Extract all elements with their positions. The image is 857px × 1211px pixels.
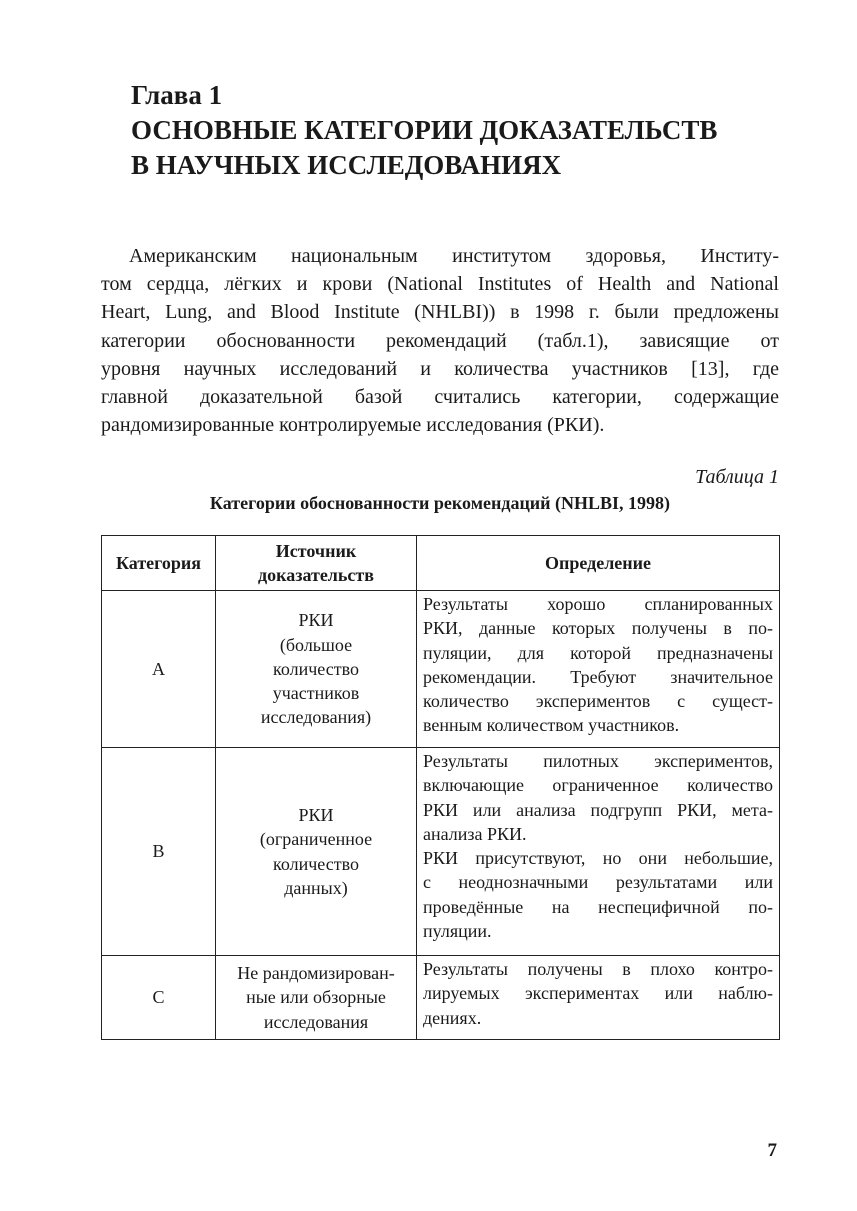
definition-line: лируемых экспериментах или наблю- (423, 983, 773, 1004)
definition-line: Результаты получены в плохо контро- (423, 959, 773, 979)
page-number: 7 (767, 1140, 777, 1161)
source-line: количество (273, 853, 359, 874)
source-line: Не рандомизирован- (237, 963, 395, 984)
paragraph-line: том сердца, лёгких и крови (National Institutes of Health and National (101, 273, 779, 296)
chapter-heading (131, 78, 791, 183)
definition-line: Результаты хорошо спланированных (423, 594, 773, 614)
paragraph-line: Американским национальным институтом здоровья, Институ- (129, 245, 779, 267)
chapter-title-line-2: В НАУЧНЫХ ИССЛЕДОВАНИЯХ (131, 150, 562, 180)
header-source (216, 536, 417, 591)
table-header-row (102, 536, 780, 591)
row-definition (417, 956, 780, 1040)
definition-line: пуляции, для которой предназначены (423, 642, 773, 663)
table-caption: Категории обоснованности рекомендаций (NHLBI, 1998) (209, 493, 671, 513)
definition-line: рекомендации. Требуют значительное (423, 666, 773, 687)
chapter-title-line-1: ОСНОВНЫЕ КАТЕГОРИИ ДОКАЗАТЕЛЬСТВ (131, 115, 718, 145)
source-line: исследования) (260, 707, 372, 728)
header-definition: Определение (417, 536, 780, 591)
table-row (102, 748, 780, 956)
intro-paragraph (101, 242, 779, 439)
paragraph-line: рандомизированные контролируемые исследования (РКИ). (101, 414, 605, 437)
source-line: РКИ (298, 804, 334, 825)
source-line: количество (273, 658, 359, 679)
header-source-line-1: Источник (275, 540, 357, 561)
definition-line: Результаты пилотных экспериментов, (423, 751, 773, 771)
definition-line: пуляции. (423, 921, 492, 942)
source-line: РКИ (298, 610, 334, 631)
definition-line: дениях. (423, 1007, 482, 1028)
row-source (216, 748, 417, 956)
paragraph-line: главной доказательной базой считались категории, содержащие (101, 386, 779, 409)
definition-line: РКИ или анализа подгрупп РКИ, мета- (423, 799, 773, 820)
definition-line: венным количеством участников. (423, 715, 680, 736)
table-label: Таблица 1 (695, 466, 779, 488)
definition-line: РКИ, данные которых получены в по- (423, 618, 773, 639)
header-category: Категория (102, 536, 216, 591)
definition-line: с неоднозначными результатами или (423, 872, 773, 893)
chapter-number: Глава 1 (131, 80, 223, 110)
source-line: (большое (279, 634, 353, 655)
definition-line: РКИ присутствуют, но они небольшие, (423, 848, 773, 869)
source-line: исследования (263, 1011, 369, 1032)
definition-line: включающие ограниченное количество (423, 775, 773, 796)
paragraph-line: категории обоснованности рекомендаций (табл.1), зависящие от (101, 329, 779, 352)
source-line: (ограниченное (259, 829, 373, 850)
definition-line: проведённые на неспецифичной по- (423, 896, 773, 917)
source-line: данных) (284, 877, 348, 898)
definition-line: анализа РКИ. (423, 823, 527, 844)
source-line: ные или обзорные (246, 987, 386, 1008)
definition-line: количество экспериментов с сущест- (423, 691, 773, 712)
categories-table (101, 535, 780, 1040)
row-category: A (102, 591, 216, 748)
table-row (102, 956, 780, 1040)
header-source-line-2: доказательств (258, 565, 374, 585)
paragraph-line: уровня научных исследований и количества участников [13], где (101, 357, 779, 380)
row-definition (417, 591, 780, 748)
row-source (216, 956, 417, 1040)
table-row (102, 591, 780, 748)
source-line: участников (272, 683, 360, 704)
paragraph-line: Heart, Lung, and Blood Institute (NHLBI)) в 1998 г. были предложены (101, 301, 779, 324)
row-source (216, 591, 417, 748)
row-definition (417, 748, 780, 956)
row-category: C (102, 956, 216, 1040)
row-category: B (102, 748, 216, 956)
